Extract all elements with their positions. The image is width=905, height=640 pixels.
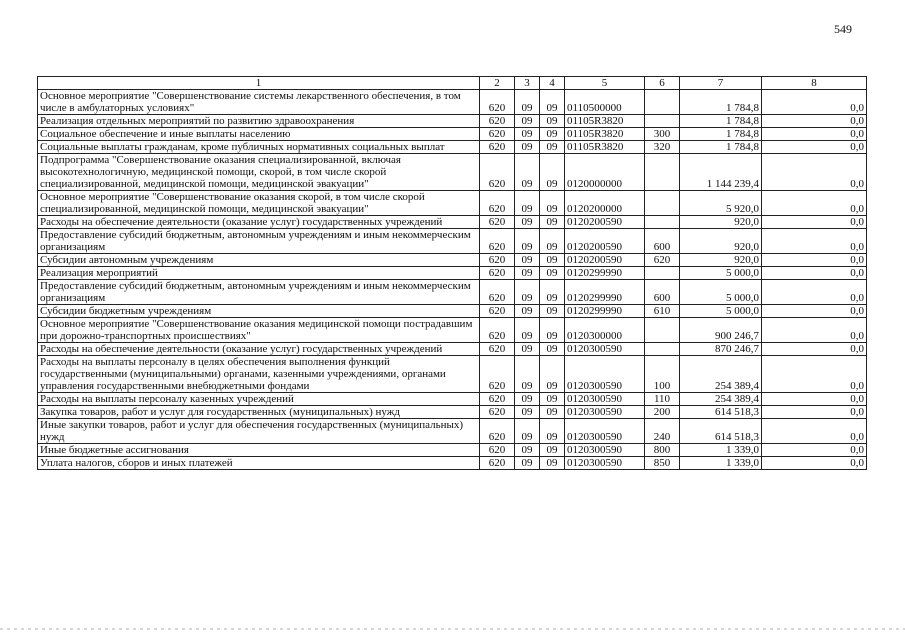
row-name-cell: Реализация мероприятий [38, 267, 480, 280]
amount-cell: 1 339,0 [680, 457, 762, 470]
admin-code-cell: 620 [480, 305, 515, 318]
row-name-cell: Расходы на выплаты персоналу в целях обеспечения выполнения функций государственными (муниципальными) органами, казенными учреждениями, органами управления государственными внебюджетными фондами [38, 356, 480, 393]
admin-code-cell: 620 [480, 267, 515, 280]
column-header: 7 [680, 77, 762, 90]
section-cell: 09 [515, 267, 540, 280]
admin-code-cell: 620 [480, 318, 515, 343]
row-name-cell: Социальные выплаты гражданам, кроме публичных нормативных социальных выплат [38, 141, 480, 154]
expense-type-cell: 610 [645, 305, 680, 318]
section-cell: 09 [515, 254, 540, 267]
column-header: 3 [515, 77, 540, 90]
column-header: 5 [565, 77, 645, 90]
subsection-cell: 09 [540, 343, 565, 356]
subsection-cell: 09 [540, 267, 565, 280]
section-cell: 09 [515, 356, 540, 393]
section-cell: 09 [515, 343, 540, 356]
subsection-cell: 09 [540, 457, 565, 470]
expense-type-cell: 110 [645, 393, 680, 406]
section-cell: 09 [515, 229, 540, 254]
admin-code-cell: 620 [480, 154, 515, 191]
section-cell: 09 [515, 90, 540, 115]
admin-code-cell: 620 [480, 393, 515, 406]
table-row [38, 191, 867, 216]
amount-cell: 254 389,4 [680, 356, 762, 393]
subsection-cell: 09 [540, 393, 565, 406]
row-name-cell: Основное мероприятие "Совершенствование оказания скорой, в том числе скорой специализированной, медицинской помощи, медицинской эвакуации" [38, 191, 480, 216]
section-cell: 09 [515, 393, 540, 406]
table-row [38, 280, 867, 305]
row-name-cell: Основное мероприятие "Совершенствование оказания медицинской помощи пострадавшим при дорожно-транспортных происшествиях" [38, 318, 480, 343]
amount-2-cell: 0,0 [762, 457, 867, 470]
amount-cell: 254 389,4 [680, 393, 762, 406]
amount-2-cell: 0,0 [762, 229, 867, 254]
subsection-cell: 09 [540, 318, 565, 343]
expense-type-cell: 600 [645, 229, 680, 254]
amount-cell: 614 518,3 [680, 406, 762, 419]
amount-2-cell: 0,0 [762, 393, 867, 406]
table-row [38, 305, 867, 318]
table-row [38, 393, 867, 406]
section-cell: 09 [515, 305, 540, 318]
amount-cell: 5 000,0 [680, 267, 762, 280]
amount-2-cell: 0,0 [762, 141, 867, 154]
amount-cell: 920,0 [680, 216, 762, 229]
row-name-cell: Уплата налогов, сборов и иных платежей [38, 457, 480, 470]
admin-code-cell: 620 [480, 90, 515, 115]
section-cell: 09 [515, 191, 540, 216]
target-article-cell: 0120300590 [565, 343, 645, 356]
page-number: 549 [834, 22, 852, 36]
expense-type-cell [645, 318, 680, 343]
expense-type-cell [645, 90, 680, 115]
admin-code-cell: 620 [480, 280, 515, 305]
section-cell: 09 [515, 115, 540, 128]
admin-code-cell: 620 [480, 115, 515, 128]
table-row [38, 254, 867, 267]
admin-code-cell: 620 [480, 406, 515, 419]
section-cell: 09 [515, 406, 540, 419]
table-row [38, 90, 867, 115]
table-body [38, 90, 867, 470]
subsection-cell: 09 [540, 406, 565, 419]
admin-code-cell: 620 [480, 343, 515, 356]
amount-2-cell: 0,0 [762, 343, 867, 356]
target-article-cell: 0120300590 [565, 444, 645, 457]
admin-code-cell: 620 [480, 444, 515, 457]
row-name-cell: Субсидии бюджетным учреждениям [38, 305, 480, 318]
target-article-cell: 01105R3820 [565, 115, 645, 128]
target-article-cell: 01105R3820 [565, 128, 645, 141]
amount-cell: 1 784,8 [680, 141, 762, 154]
column-header: 4 [540, 77, 565, 90]
table-row [38, 343, 867, 356]
expense-type-cell: 850 [645, 457, 680, 470]
amount-cell: 5 920,0 [680, 191, 762, 216]
table-row [38, 141, 867, 154]
row-name-cell: Иные бюджетные ассигнования [38, 444, 480, 457]
subsection-cell: 09 [540, 128, 565, 141]
subsection-cell: 09 [540, 254, 565, 267]
amount-cell: 614 518,3 [680, 419, 762, 444]
column-header: 1 [38, 77, 480, 90]
table-row [38, 128, 867, 141]
section-cell: 09 [515, 318, 540, 343]
admin-code-cell: 620 [480, 356, 515, 393]
target-article-cell: 0120299990 [565, 267, 645, 280]
amount-2-cell: 0,0 [762, 216, 867, 229]
amount-cell: 920,0 [680, 254, 762, 267]
table-row [38, 267, 867, 280]
subsection-cell: 09 [540, 191, 565, 216]
row-name-cell: Расходы на обеспечение деятельности (оказание услуг) государственных учреждений [38, 343, 480, 356]
row-name-cell: Реализация отдельных мероприятий по развитию здравоохранения [38, 115, 480, 128]
amount-cell: 920,0 [680, 229, 762, 254]
target-article-cell: 0120299990 [565, 305, 645, 318]
row-name-cell: Подпрограмма "Совершенствование оказания специализированной, включая высокотехнологичную, медицинской помощи, скорой, в том числе скорой специализированной, медицинской помощи, медицинской эвакуации" [38, 154, 480, 191]
column-header: 6 [645, 77, 680, 90]
amount-cell: 5 000,0 [680, 280, 762, 305]
expense-type-cell: 620 [645, 254, 680, 267]
subsection-cell: 09 [540, 280, 565, 305]
subsection-cell: 09 [540, 444, 565, 457]
target-article-cell: 0120299990 [565, 280, 645, 305]
expense-type-cell: 320 [645, 141, 680, 154]
row-name-cell: Расходы на обеспечение деятельности (оказание услуг) государственных учреждений [38, 216, 480, 229]
target-article-cell: 0120300590 [565, 393, 645, 406]
target-article-cell: 01105R3820 [565, 141, 645, 154]
amount-cell: 1 784,8 [680, 90, 762, 115]
expense-type-cell: 300 [645, 128, 680, 141]
amount-cell: 5 000,0 [680, 305, 762, 318]
amount-2-cell: 0,0 [762, 305, 867, 318]
amount-2-cell: 0,0 [762, 267, 867, 280]
subsection-cell: 09 [540, 305, 565, 318]
expense-type-cell [645, 267, 680, 280]
subsection-cell: 09 [540, 356, 565, 393]
budget-table [37, 76, 867, 470]
amount-2-cell: 0,0 [762, 90, 867, 115]
target-article-cell: 0110500000 [565, 90, 645, 115]
target-article-cell: 0120300590 [565, 419, 645, 444]
admin-code-cell: 620 [480, 191, 515, 216]
amount-2-cell: 0,0 [762, 280, 867, 305]
admin-code-cell: 620 [480, 254, 515, 267]
amount-cell: 900 246,7 [680, 318, 762, 343]
subsection-cell: 09 [540, 154, 565, 191]
amount-2-cell: 0,0 [762, 115, 867, 128]
admin-code-cell: 620 [480, 229, 515, 254]
admin-code-cell: 620 [480, 216, 515, 229]
section-cell: 09 [515, 419, 540, 444]
table-row [38, 318, 867, 343]
expense-type-cell [645, 154, 680, 191]
table-row [38, 419, 867, 444]
target-article-cell: 0120300590 [565, 356, 645, 393]
subsection-cell: 09 [540, 115, 565, 128]
table-row [38, 229, 867, 254]
amount-2-cell: 0,0 [762, 356, 867, 393]
row-name-cell: Предоставление субсидий бюджетным, автономным учреждениям и иным некоммерческим организациям [38, 280, 480, 305]
row-name-cell: Субсидии автономным учреждениям [38, 254, 480, 267]
subsection-cell: 09 [540, 216, 565, 229]
target-article-cell: 0120200590 [565, 216, 645, 229]
column-header: 8 [762, 77, 867, 90]
amount-cell: 1 144 239,4 [680, 154, 762, 191]
row-name-cell: Основное мероприятие "Совершенствование системы лекарственного обеспечения, в том числе в амбулаторных условиях" [38, 90, 480, 115]
amount-2-cell: 0,0 [762, 318, 867, 343]
target-article-cell: 0120000000 [565, 154, 645, 191]
row-name-cell: Иные закупки товаров, работ и услуг для обеспечения государственных (муниципальных) нужд [38, 419, 480, 444]
row-name-cell: Предоставление субсидий бюджетным, автономным учреждениям и иным некоммерческим организациям [38, 229, 480, 254]
admin-code-cell: 620 [480, 128, 515, 141]
table-row [38, 457, 867, 470]
expense-type-cell [645, 115, 680, 128]
expense-type-cell: 240 [645, 419, 680, 444]
amount-cell: 1 784,8 [680, 128, 762, 141]
column-header: 2 [480, 77, 515, 90]
admin-code-cell: 620 [480, 457, 515, 470]
target-article-cell: 0120300590 [565, 406, 645, 419]
expense-type-cell: 600 [645, 280, 680, 305]
section-cell: 09 [515, 154, 540, 191]
table-row [38, 216, 867, 229]
amount-2-cell: 0,0 [762, 191, 867, 216]
subsection-cell: 09 [540, 141, 565, 154]
expense-type-cell: 100 [645, 356, 680, 393]
section-cell: 09 [515, 216, 540, 229]
amount-cell: 1 339,0 [680, 444, 762, 457]
amount-2-cell: 0,0 [762, 406, 867, 419]
section-cell: 09 [515, 128, 540, 141]
table-row [38, 115, 867, 128]
row-name-cell: Закупка товаров, работ и услуг для государственных (муниципальных) нужд [38, 406, 480, 419]
table-header-row [38, 77, 867, 90]
table-row [38, 444, 867, 457]
amount-cell: 1 784,8 [680, 115, 762, 128]
subsection-cell: 09 [540, 90, 565, 115]
table-row [38, 154, 867, 191]
subsection-cell: 09 [540, 229, 565, 254]
amount-2-cell: 0,0 [762, 419, 867, 444]
target-article-cell: 0120200590 [565, 254, 645, 267]
target-article-cell: 0120300590 [565, 457, 645, 470]
expense-type-cell: 800 [645, 444, 680, 457]
expense-type-cell: 200 [645, 406, 680, 419]
subsection-cell: 09 [540, 419, 565, 444]
section-cell: 09 [515, 444, 540, 457]
expense-type-cell [645, 191, 680, 216]
scan-artifact [0, 628, 905, 630]
amount-cell: 870 246,7 [680, 343, 762, 356]
amount-2-cell: 0,0 [762, 444, 867, 457]
row-name-cell: Расходы на выплаты персоналу казенных учреждений [38, 393, 480, 406]
expense-type-cell [645, 216, 680, 229]
row-name-cell: Социальное обеспечение и иные выплаты населению [38, 128, 480, 141]
target-article-cell: 0120200000 [565, 191, 645, 216]
admin-code-cell: 620 [480, 419, 515, 444]
target-article-cell: 0120200590 [565, 229, 645, 254]
target-article-cell: 0120300000 [565, 318, 645, 343]
admin-code-cell: 620 [480, 141, 515, 154]
table-row [38, 406, 867, 419]
expense-type-cell [645, 343, 680, 356]
table-row [38, 356, 867, 393]
amount-2-cell: 0,0 [762, 154, 867, 191]
amount-2-cell: 0,0 [762, 254, 867, 267]
section-cell: 09 [515, 141, 540, 154]
amount-2-cell: 0,0 [762, 128, 867, 141]
section-cell: 09 [515, 457, 540, 470]
section-cell: 09 [515, 280, 540, 305]
